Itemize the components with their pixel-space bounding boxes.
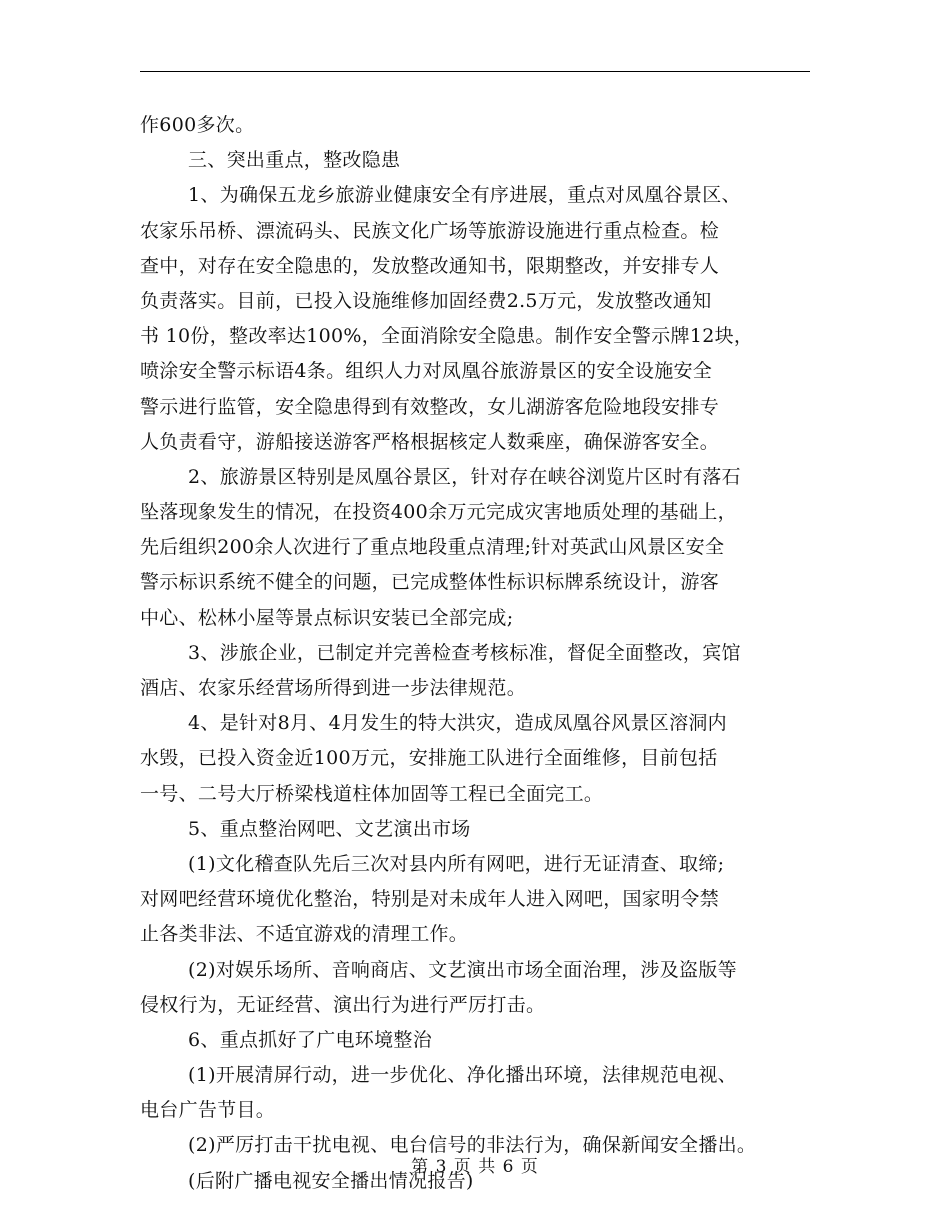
text-line: 喷涂安全警示标语4条。组织人力对凤凰谷旅游景区的安全设施安全: [140, 360, 713, 383]
text-line: 2、旅游景区特别是凤凰谷景区，针对存在峡谷浏览片区时有落石: [188, 465, 741, 488]
text-line: 水毁，已投入资金近100万元，安排施工队进行全面维修，目前包括: [140, 747, 718, 770]
text-line: 止各类非法、不适宜游戏的清理工作。: [140, 923, 469, 946]
text-line: 中心、松林小屋等景点标识安装已全部完成;: [140, 606, 514, 629]
text-line: (2)严厉打击干扰电视、电台信号的非法行为，确保新闻安全播出。: [188, 1134, 757, 1157]
text-line: (1)文化稽查队先后三次对县内所有网吧，进行无证清查、取缔;: [188, 852, 725, 875]
text-line: 电台广告节目。: [140, 1099, 276, 1122]
text-line: 人负责看守，游船接送游客严格根据核定人数乘座，确保游客安全。: [140, 430, 720, 453]
text-line: 警示进行监管，安全隐患得到有效整改，女儿湖游客危险地段安排专: [140, 395, 720, 418]
text-line: 坠落现象发生的情况，在投资400余万元完成灾害地质处理的基础上，: [140, 501, 737, 524]
text-line: 3、涉旅企业，已制定并完善检查考核标准，督促全面整改，宾馆: [188, 641, 741, 664]
text-line: 负责落实。目前，已投入设施维修加固经费2.5万元，发放整改通知: [140, 289, 712, 312]
text-line: 侵权行为，无证经营、演出行为进行严厉打击。: [140, 993, 546, 1016]
text-line: 农家乐吊桥、漂流码头、民族文化广场等旅游设施进行重点检查。检: [140, 219, 720, 242]
text-line: 6、重点抓好了广电环境整治: [188, 1028, 432, 1051]
text-line: 5、重点整治网吧、文艺演出市场: [188, 817, 471, 840]
document-body: [140, 108, 820, 1199]
text-line: (1)开展清屏行动，进一步优化、净化播出环境，法律规范电视、: [188, 1064, 737, 1087]
text-line: (后附广播电视安全播出情况报告): [188, 1169, 474, 1192]
header-rule: [140, 71, 810, 72]
text-line: 先后组织200余人次进行了重点地段重点清理;针对英武山风景区安全: [140, 536, 725, 559]
text-line: 三、突出重点，整改隐患: [188, 149, 401, 172]
text-line: 一号、二号大厅桥梁栈道柱体加固等工程已全面完工。: [140, 782, 604, 805]
text-line: 酒店、农家乐经营场所得到进一步法律规范。: [140, 677, 527, 699]
text-line: (2)对娱乐场所、音响商店、文艺演出市场全面治理，涉及盗版等: [188, 958, 737, 981]
text-line: 作600多次。: [140, 114, 255, 136]
text-line: 警示标识系统不健全的问题，已完成整体性标识标牌系统设计，游客: [140, 571, 720, 594]
page-number: 第 3 页 共 6 页: [411, 1157, 539, 1177]
text-line: 查中，对存在安全隐患的，发放整改通知书，限期整改，并安排专人: [140, 254, 720, 277]
text-line: 对网吧经营环境优化整治，特别是对未成年人进入网吧，国家明令禁: [140, 888, 720, 911]
text-line: 书 10份，整改率达100%，全面消除安全隐患。制作安全警示牌12块，: [140, 325, 754, 348]
text-line: 4、是针对8月、4月发生的特大洪灾，造成凤凰谷风景区溶洞内: [188, 712, 727, 735]
text-line: 1、为确保五龙乡旅游业健康安全有序进展，重点对凤凰谷景区、: [188, 184, 741, 207]
